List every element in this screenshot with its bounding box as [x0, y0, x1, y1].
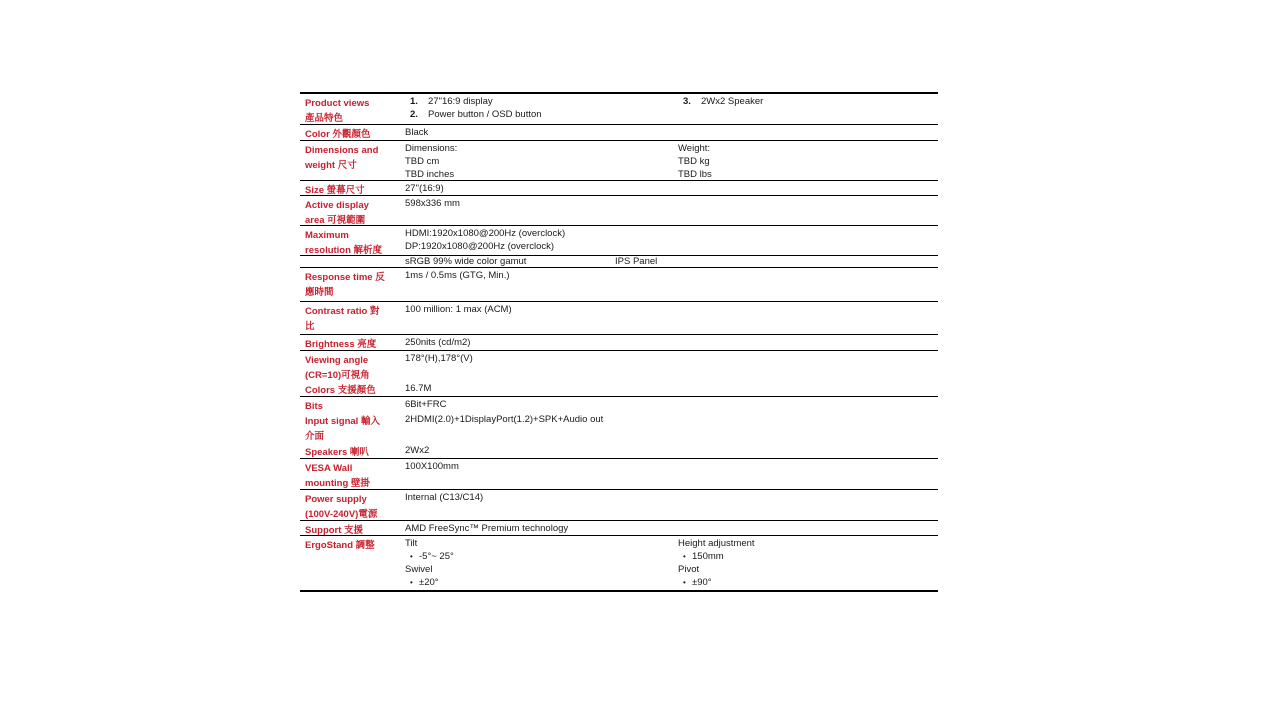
value-line: Weight:: [678, 143, 711, 154]
label-line: Active display: [305, 200, 369, 211]
label-line: weight 尺寸: [305, 160, 357, 171]
row-label-brightness: [300, 335, 405, 350]
item-number: 1.: [410, 96, 418, 107]
row-label-contrast-ratio: [300, 302, 405, 334]
value-viewing-angle: 178°(H),178°(V): [405, 353, 473, 364]
stand-feature-heading: Tilt: [405, 538, 418, 549]
value-brightness: 250nits (cd/m2): [405, 337, 471, 348]
value-bits: 6Bit+FRC: [405, 399, 447, 410]
row-bits-input-speakers: [300, 397, 938, 459]
stand-feature-value: ±20°: [419, 577, 439, 588]
row-label-vesa: [300, 459, 405, 489]
bullet-icon: •: [683, 552, 686, 561]
subrow-speakers: [300, 443, 938, 459]
stand-feature-value: -5°~ 25°: [419, 551, 454, 562]
row-label-active-display: [300, 196, 405, 225]
numbered-item: [405, 95, 678, 108]
product-views-col1: [405, 95, 678, 124]
row-label-dimensions: [300, 141, 405, 180]
label-line: (CR=10)可視角: [305, 370, 370, 381]
value-line: DP:1920x1080@200Hz (overclock): [405, 241, 555, 252]
label-line: 應時間: [305, 287, 334, 298]
row-color: [300, 125, 938, 141]
row-brightness: [300, 335, 938, 351]
row-label-size: [300, 181, 405, 195]
stand-feature-value: ±90°: [692, 577, 712, 588]
value-line: HDMI:1920x1080@200Hz (overclock): [405, 228, 566, 239]
bullet-icon: •: [683, 578, 686, 587]
stand-feature-heading: Swivel: [405, 564, 433, 575]
value-maximum-resolution: [405, 226, 938, 255]
value-colors: 16.7M: [405, 383, 432, 394]
label-line: 產品特色: [305, 113, 344, 124]
value-active-display: 598x336 mm: [405, 198, 460, 209]
label-line: Viewing angle: [305, 355, 369, 366]
row-response-time: [300, 268, 938, 302]
label-line: Power supply: [305, 494, 367, 505]
label-line: 介面: [305, 431, 325, 442]
stand-feature-item: [678, 576, 938, 589]
row-contrast-ratio: [300, 302, 938, 335]
weight-col: [678, 142, 938, 180]
label-line: VESA Wall: [305, 463, 353, 474]
bullet-icon: •: [410, 578, 413, 587]
row-label-product-views: [300, 94, 405, 124]
value-line: Dimensions:: [405, 143, 458, 154]
subrow-bits: [300, 397, 938, 412]
spec-table: [300, 92, 938, 592]
item-text: 27"16:9 display: [428, 96, 493, 107]
row-label-panel-empty: [300, 256, 405, 267]
value-speakers: 2Wx2: [405, 445, 430, 456]
item-number: 2.: [410, 109, 418, 120]
label-line: ErgoStand 調整: [305, 540, 375, 551]
row-label-ergostand: [300, 536, 405, 590]
value-line: TBD inches: [405, 169, 455, 180]
value-panel: [405, 256, 938, 267]
label-line: Speakers 喇叭: [305, 447, 369, 458]
gamut-text: sRGB 99% wide color gamut: [405, 256, 527, 267]
label-line: Contrast ratio 對: [305, 306, 380, 317]
row-product-views: [300, 94, 938, 125]
row-label-bits: [300, 397, 405, 412]
label-line: mounting 壁掛: [305, 478, 370, 489]
row-panel: [300, 256, 938, 268]
label-line: Response time 反: [305, 272, 385, 283]
label-line: Product views: [305, 98, 370, 109]
row-vesa-mounting: [300, 459, 938, 490]
row-maximum-resolution: [300, 226, 938, 256]
row-label-support: [300, 521, 405, 535]
bullet-icon: •: [410, 552, 413, 561]
value-support: AMD FreeSync™ Premium technology: [405, 523, 569, 534]
product-views-col2: [678, 95, 938, 124]
stand-feature-item: [405, 576, 678, 589]
value-response-time: 1ms / 0.5ms (GTG, Min.): [405, 270, 510, 281]
row-label-color: [300, 125, 405, 140]
value-vesa: 100X100mm: [405, 461, 459, 472]
item-number: 3.: [683, 96, 691, 107]
numbered-item: [678, 95, 938, 108]
label-line: 比: [305, 321, 315, 332]
label-line: Maximum: [305, 230, 349, 241]
row-active-display-area: [300, 196, 938, 226]
label-line: Input signal 輸入: [305, 416, 380, 427]
ergostand-col1: [405, 537, 678, 590]
stand-feature-item: [405, 550, 678, 563]
value-input-signal: 2HDMI(2.0)+1DisplayPort(1.2)+SPK+Audio out: [405, 414, 604, 425]
row-ergostand: [300, 536, 938, 590]
label-line: Size 螢幕尺寸: [305, 185, 365, 196]
label-line: Color 外觀顏色: [305, 129, 371, 140]
label-line: Brightness 亮度: [305, 339, 377, 350]
label-line: Dimensions and: [305, 145, 379, 156]
label-line: Bits: [305, 401, 323, 412]
stand-feature-value: 150mm: [692, 551, 724, 562]
stand-feature-heading: Pivot: [678, 564, 700, 575]
value-contrast-ratio: 100 million: 1 max (ACM): [405, 304, 512, 315]
label-line: (100V-240V)電源: [305, 509, 378, 520]
value-line: TBD lbs: [678, 169, 712, 180]
value-power-supply: Internal (C13/C14): [405, 492, 484, 503]
panel-type-text: IPS Panel: [615, 256, 658, 267]
subrow-viewing-angle: [300, 351, 938, 381]
numbered-item: [405, 108, 678, 121]
row-dimensions-weight: [300, 141, 938, 181]
subrow-input-signal: [300, 412, 938, 443]
row-size: [300, 181, 938, 196]
row-label-maximum-resolution: [300, 226, 405, 255]
item-text: 2Wx2 Speaker: [701, 96, 764, 107]
label-line: area 可視範圍: [305, 215, 366, 226]
stand-feature-heading: Height adjustment: [678, 538, 755, 549]
row-support: [300, 521, 938, 536]
row-viewing-and-colors: [300, 351, 938, 397]
row-label-viewing-angle: [300, 351, 405, 381]
value-product-views: [405, 94, 938, 124]
label-line: Colors 支援顏色: [305, 385, 376, 396]
row-label-speakers: [300, 443, 405, 459]
item-text: Power button / OSD button: [428, 109, 542, 120]
row-label-power-supply: [300, 490, 405, 520]
value-line: TBD kg: [678, 156, 710, 167]
value-size: 27"(16:9): [405, 183, 444, 194]
row-label-input-signal: [300, 412, 405, 443]
ergostand-col2: [678, 537, 938, 590]
value-ergostand: [405, 536, 938, 590]
row-label-colors: [300, 381, 405, 397]
row-label-response-time: [300, 268, 405, 301]
value-line: TBD cm: [405, 156, 440, 167]
value-dimensions: [405, 141, 938, 180]
stand-feature-item: [678, 550, 938, 563]
value-color: Black: [405, 127, 429, 138]
row-power-supply: [300, 490, 938, 521]
label-line: resolution 解析度: [305, 245, 383, 256]
dimensions-col: [405, 142, 678, 180]
label-line: Support 支援: [305, 525, 364, 536]
subrow-colors: [300, 381, 938, 397]
